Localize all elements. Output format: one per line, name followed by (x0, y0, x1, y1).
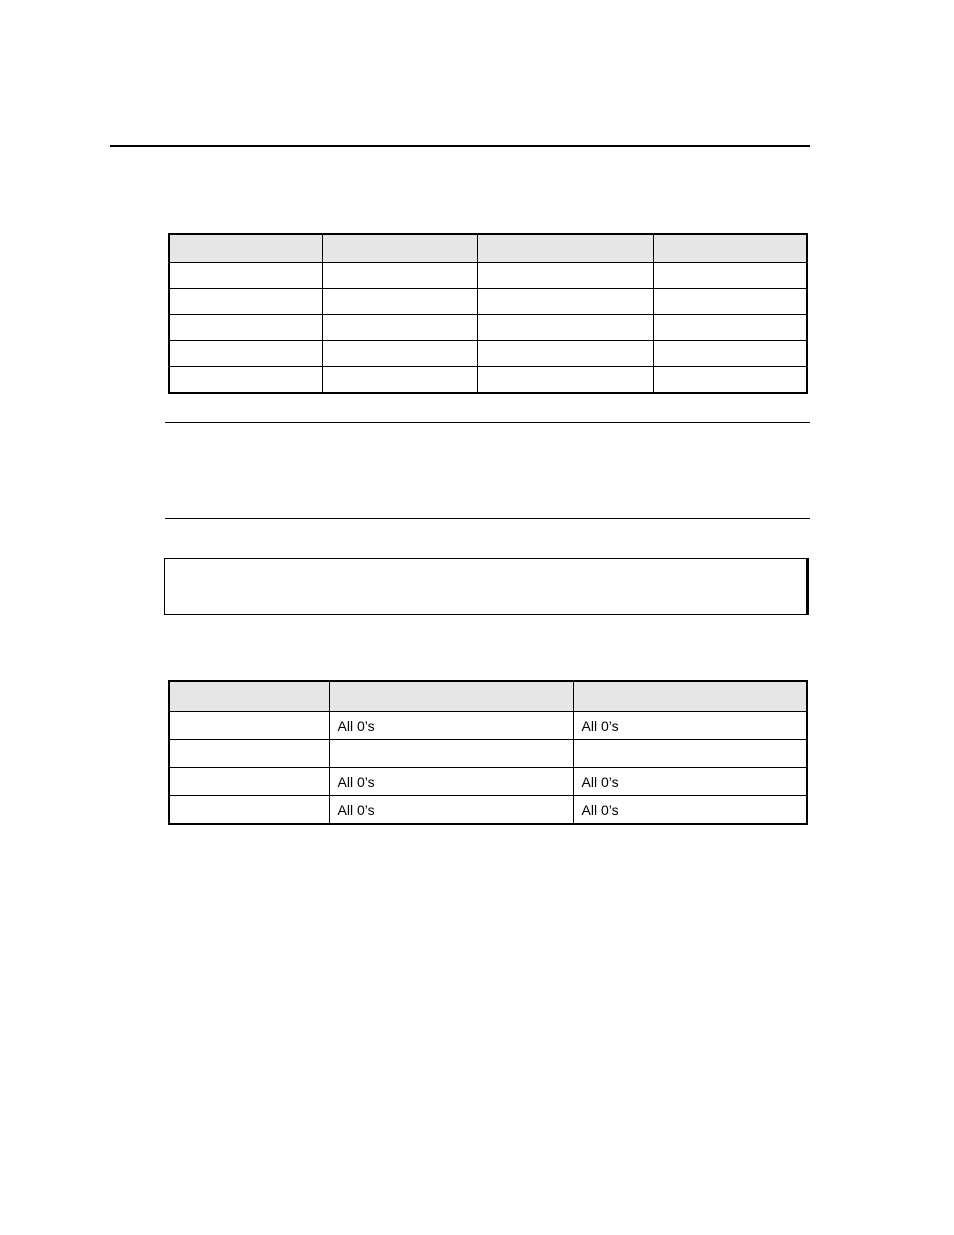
table-cell (169, 367, 322, 394)
table-cell (477, 367, 653, 394)
table-cell: All 0’s (329, 768, 573, 796)
table-row (169, 367, 807, 394)
table-cell (573, 740, 807, 768)
table-cell (653, 341, 807, 367)
table-cell (653, 289, 807, 315)
table-header-cell (573, 681, 807, 712)
table-cell (477, 315, 653, 341)
table-row (169, 740, 807, 768)
table-cell: All 0’s (573, 796, 807, 825)
table-cell (477, 263, 653, 289)
table-cell (477, 289, 653, 315)
table-cell (653, 367, 807, 394)
table-cell (477, 341, 653, 367)
table-1 (168, 233, 808, 394)
table-row (169, 712, 807, 740)
table-row (169, 341, 807, 367)
table-cell (169, 289, 322, 315)
table-cell (653, 263, 807, 289)
table-cell (169, 315, 322, 341)
table-header-row (169, 234, 807, 263)
header-rule (110, 145, 810, 147)
table-header-row (169, 681, 807, 712)
table-row (169, 289, 807, 315)
table-header-cell (322, 234, 477, 263)
table-cell (169, 263, 322, 289)
table-cell (169, 712, 329, 740)
table-cell (322, 367, 477, 394)
table-cell (322, 341, 477, 367)
table-cell (653, 315, 807, 341)
table-cell (322, 263, 477, 289)
table-cell: All 0’s (329, 796, 573, 825)
table-cell (322, 289, 477, 315)
section-rule-bottom (165, 518, 810, 519)
table-row (169, 263, 807, 289)
table-cell (169, 796, 329, 825)
table-header-cell (477, 234, 653, 263)
table-cell: All 0’s (573, 712, 807, 740)
table-row (169, 315, 807, 341)
section-rule-top (165, 422, 810, 423)
table-cell (329, 740, 573, 768)
table-cell: All 0’s (573, 768, 807, 796)
table-cell (169, 768, 329, 796)
table-row (169, 768, 807, 796)
note-box (164, 558, 809, 615)
table-header-cell (653, 234, 807, 263)
table-cell (322, 315, 477, 341)
table-2 (168, 680, 808, 825)
table-header-cell (169, 234, 322, 263)
table-row (169, 796, 807, 825)
table-cell: All 0’s (329, 712, 573, 740)
table-header-cell (329, 681, 573, 712)
table-header-cell (169, 681, 329, 712)
table-cell (169, 740, 329, 768)
table-cell (169, 341, 322, 367)
